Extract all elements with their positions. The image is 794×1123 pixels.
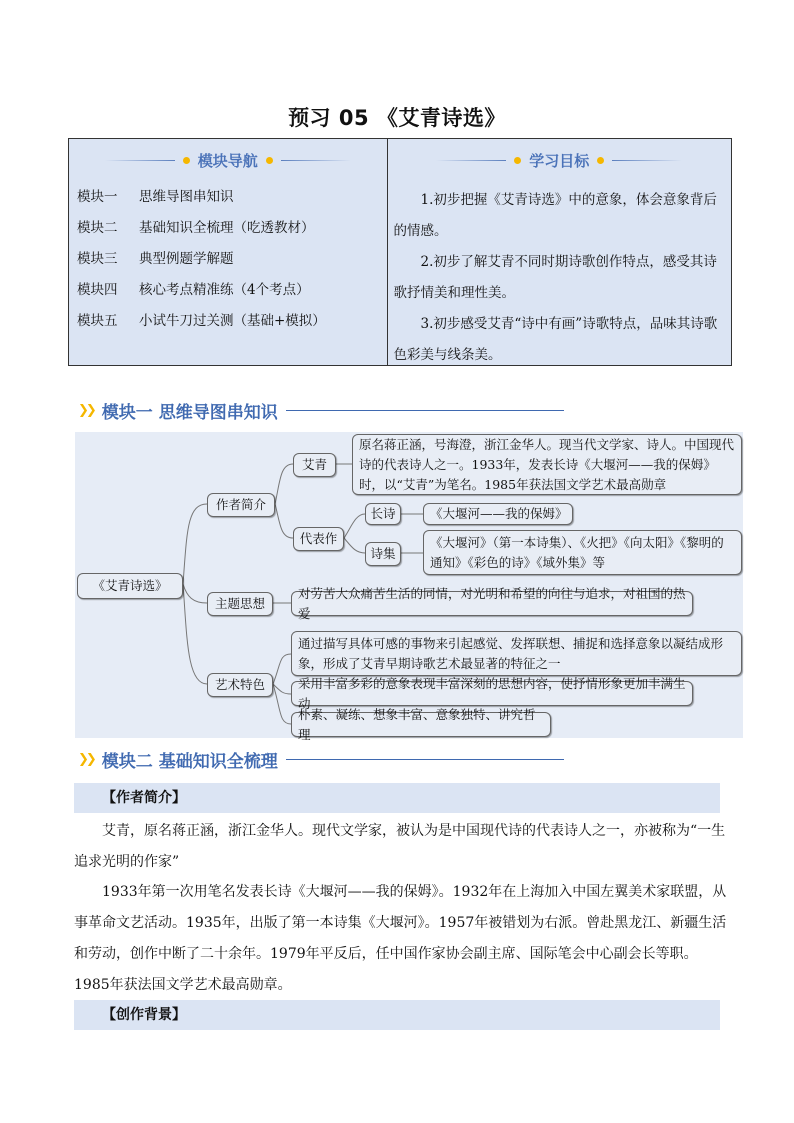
learning-goal: 1.初步把握《艾青诗选》中的意象，体会意象背后的情感。: [393, 192, 717, 239]
module-item: [77, 218, 315, 238]
background-label: 【创作背景】: [74, 1000, 720, 1030]
node-art-item: 通过描写具体可感的事物来引起感觉、发挥联想、捕捉和选择意象以凝结成形象，形成了艾青早期诗歌艺术最显著的特征之一: [291, 631, 742, 676]
header-line-decoration: [281, 160, 351, 161]
header-line-decoration: [612, 160, 682, 161]
module-label: 思维导图串知识: [139, 189, 234, 205]
module-key: 模块四: [77, 282, 118, 298]
section-heading: [78, 398, 564, 422]
author-intro-label: 【作者简介】: [74, 783, 720, 813]
header-dot-icon: [183, 157, 190, 164]
node-theme-desc: 对劳苦大众痛苦生活的同情，对光明和希望的向往与追求，对祖国的热爱: [291, 591, 693, 616]
section-heading: [78, 747, 564, 771]
module-nav-table: [68, 138, 732, 366]
mind-map-root: 《艾青诗选》: [77, 573, 183, 599]
section-title: 模块二 基础知识全梳理: [101, 751, 278, 772]
author-intro-paragraph: 艾青，原名蒋正涵，浙江金华人。现代文学家，被认为是中国现代诗的代表诗人之一，亦被称为“一生追求光明的作家”: [74, 823, 726, 870]
connector-line: [344, 538, 365, 553]
mind-map: [75, 432, 743, 742]
header-dot-icon: [514, 157, 521, 164]
connector-line: [273, 684, 291, 724]
node-author-intro: 作者简介: [207, 493, 275, 517]
module-key: 模块一: [77, 189, 118, 205]
node-art-item: 采用丰富多彩的意象表现丰富深刻的思想内容，使抒情形象更加丰满生动: [291, 681, 693, 706]
connector-line: [275, 464, 293, 504]
section-title: 模块一 思维导图串知识: [101, 402, 278, 423]
module-item: [77, 187, 234, 207]
module-item: [77, 311, 326, 331]
learning-goals-column: [388, 139, 731, 365]
author-bio-paragraph: 1933年第一次用笔名发表长诗《大堰河——我的保姆》。1932年在上海加入中国左翼美术家联盟，从事革命文艺活动。1935年，出版了第一本诗集《大堰河》。1957年被错划为右派。曾赴黑龙江、新疆生活和劳动，创作中断了二十余年。1979年平反后，任中国作家协会副主席、国际笔会中心副会长等职。1985年获法国文学艺术最高勋章。: [74, 884, 727, 993]
page-title: 预习 05 《艾青诗选》: [288, 106, 506, 130]
node-aiqing: 艾青: [293, 453, 336, 477]
node-art: 艺术特色: [207, 673, 273, 697]
header-dot-icon: [266, 157, 273, 164]
module-item: [77, 249, 234, 269]
node-art-item: 朴素、凝练、想象丰富、意象独特、讲究哲理: [291, 712, 551, 737]
header-line-decoration: [436, 160, 506, 161]
learning-goals-list: [394, 185, 723, 371]
section-rule: [286, 759, 564, 760]
connector-line: [344, 514, 365, 538]
module-key: 模块三: [77, 251, 118, 267]
module-item: [77, 280, 310, 300]
module-label: 核心考点精准练（4个考点）: [139, 282, 310, 298]
learning-goal: 2.初步了解艾青不同时期诗歌创作特点，感受其诗歌抒情美和理性美。: [393, 254, 717, 301]
module-key: 模块二: [77, 220, 118, 236]
module-label: 小试牛刀过关测（基础+模拟）: [139, 313, 326, 329]
module-label: 典型例题学解题: [139, 251, 234, 267]
header-dot-icon: [597, 157, 604, 164]
connector-line: [275, 504, 293, 538]
learning-goal: 3.初步感受艾青“诗中有画”诗歌特点，品味其诗歌色彩美与线条美。: [393, 316, 718, 363]
node-collection: 诗集: [365, 542, 401, 566]
section-rule: [286, 410, 564, 411]
learning-goals-header: [388, 149, 731, 171]
module-nav-column: [69, 139, 388, 365]
double-chevron-icon: ❯❯: [78, 751, 94, 767]
node-long-poem-desc: 《大堰河——我的保姆》: [423, 503, 573, 525]
module-label: 基础知识全梳理（吃透教材）: [139, 220, 315, 236]
learning-goals-title: 学习目标: [529, 151, 590, 170]
header-line-decoration: [105, 160, 175, 161]
connector-line: [183, 584, 207, 603]
connector-line: [273, 654, 291, 684]
node-long-poem: 长诗: [365, 503, 401, 525]
module-key: 模块五: [77, 313, 118, 329]
node-theme: 主题思想: [207, 592, 273, 616]
double-chevron-icon: ❯❯: [78, 402, 94, 418]
node-collection-desc: 《大堰河》（第一本诗集）、《火把》《向太阳》《黎明的通知》《彩色的诗》《域外集》等: [423, 530, 742, 575]
node-works: 代表作: [293, 527, 344, 551]
module-nav-header: [69, 149, 387, 171]
node-aiqing-desc: 原名蒋正涵，号海澄，浙江金华人。现当代文学家、诗人。中国现代诗的代表诗人之一。1933年，发表长诗《大堰河——我的保姆》时，以“艾青”为笔名。1985年获法国文学艺术最高勋章: [352, 434, 742, 495]
connector-line: [183, 504, 207, 584]
module-nav-title: 模块导航: [197, 151, 258, 170]
connector-line: [183, 584, 207, 684]
